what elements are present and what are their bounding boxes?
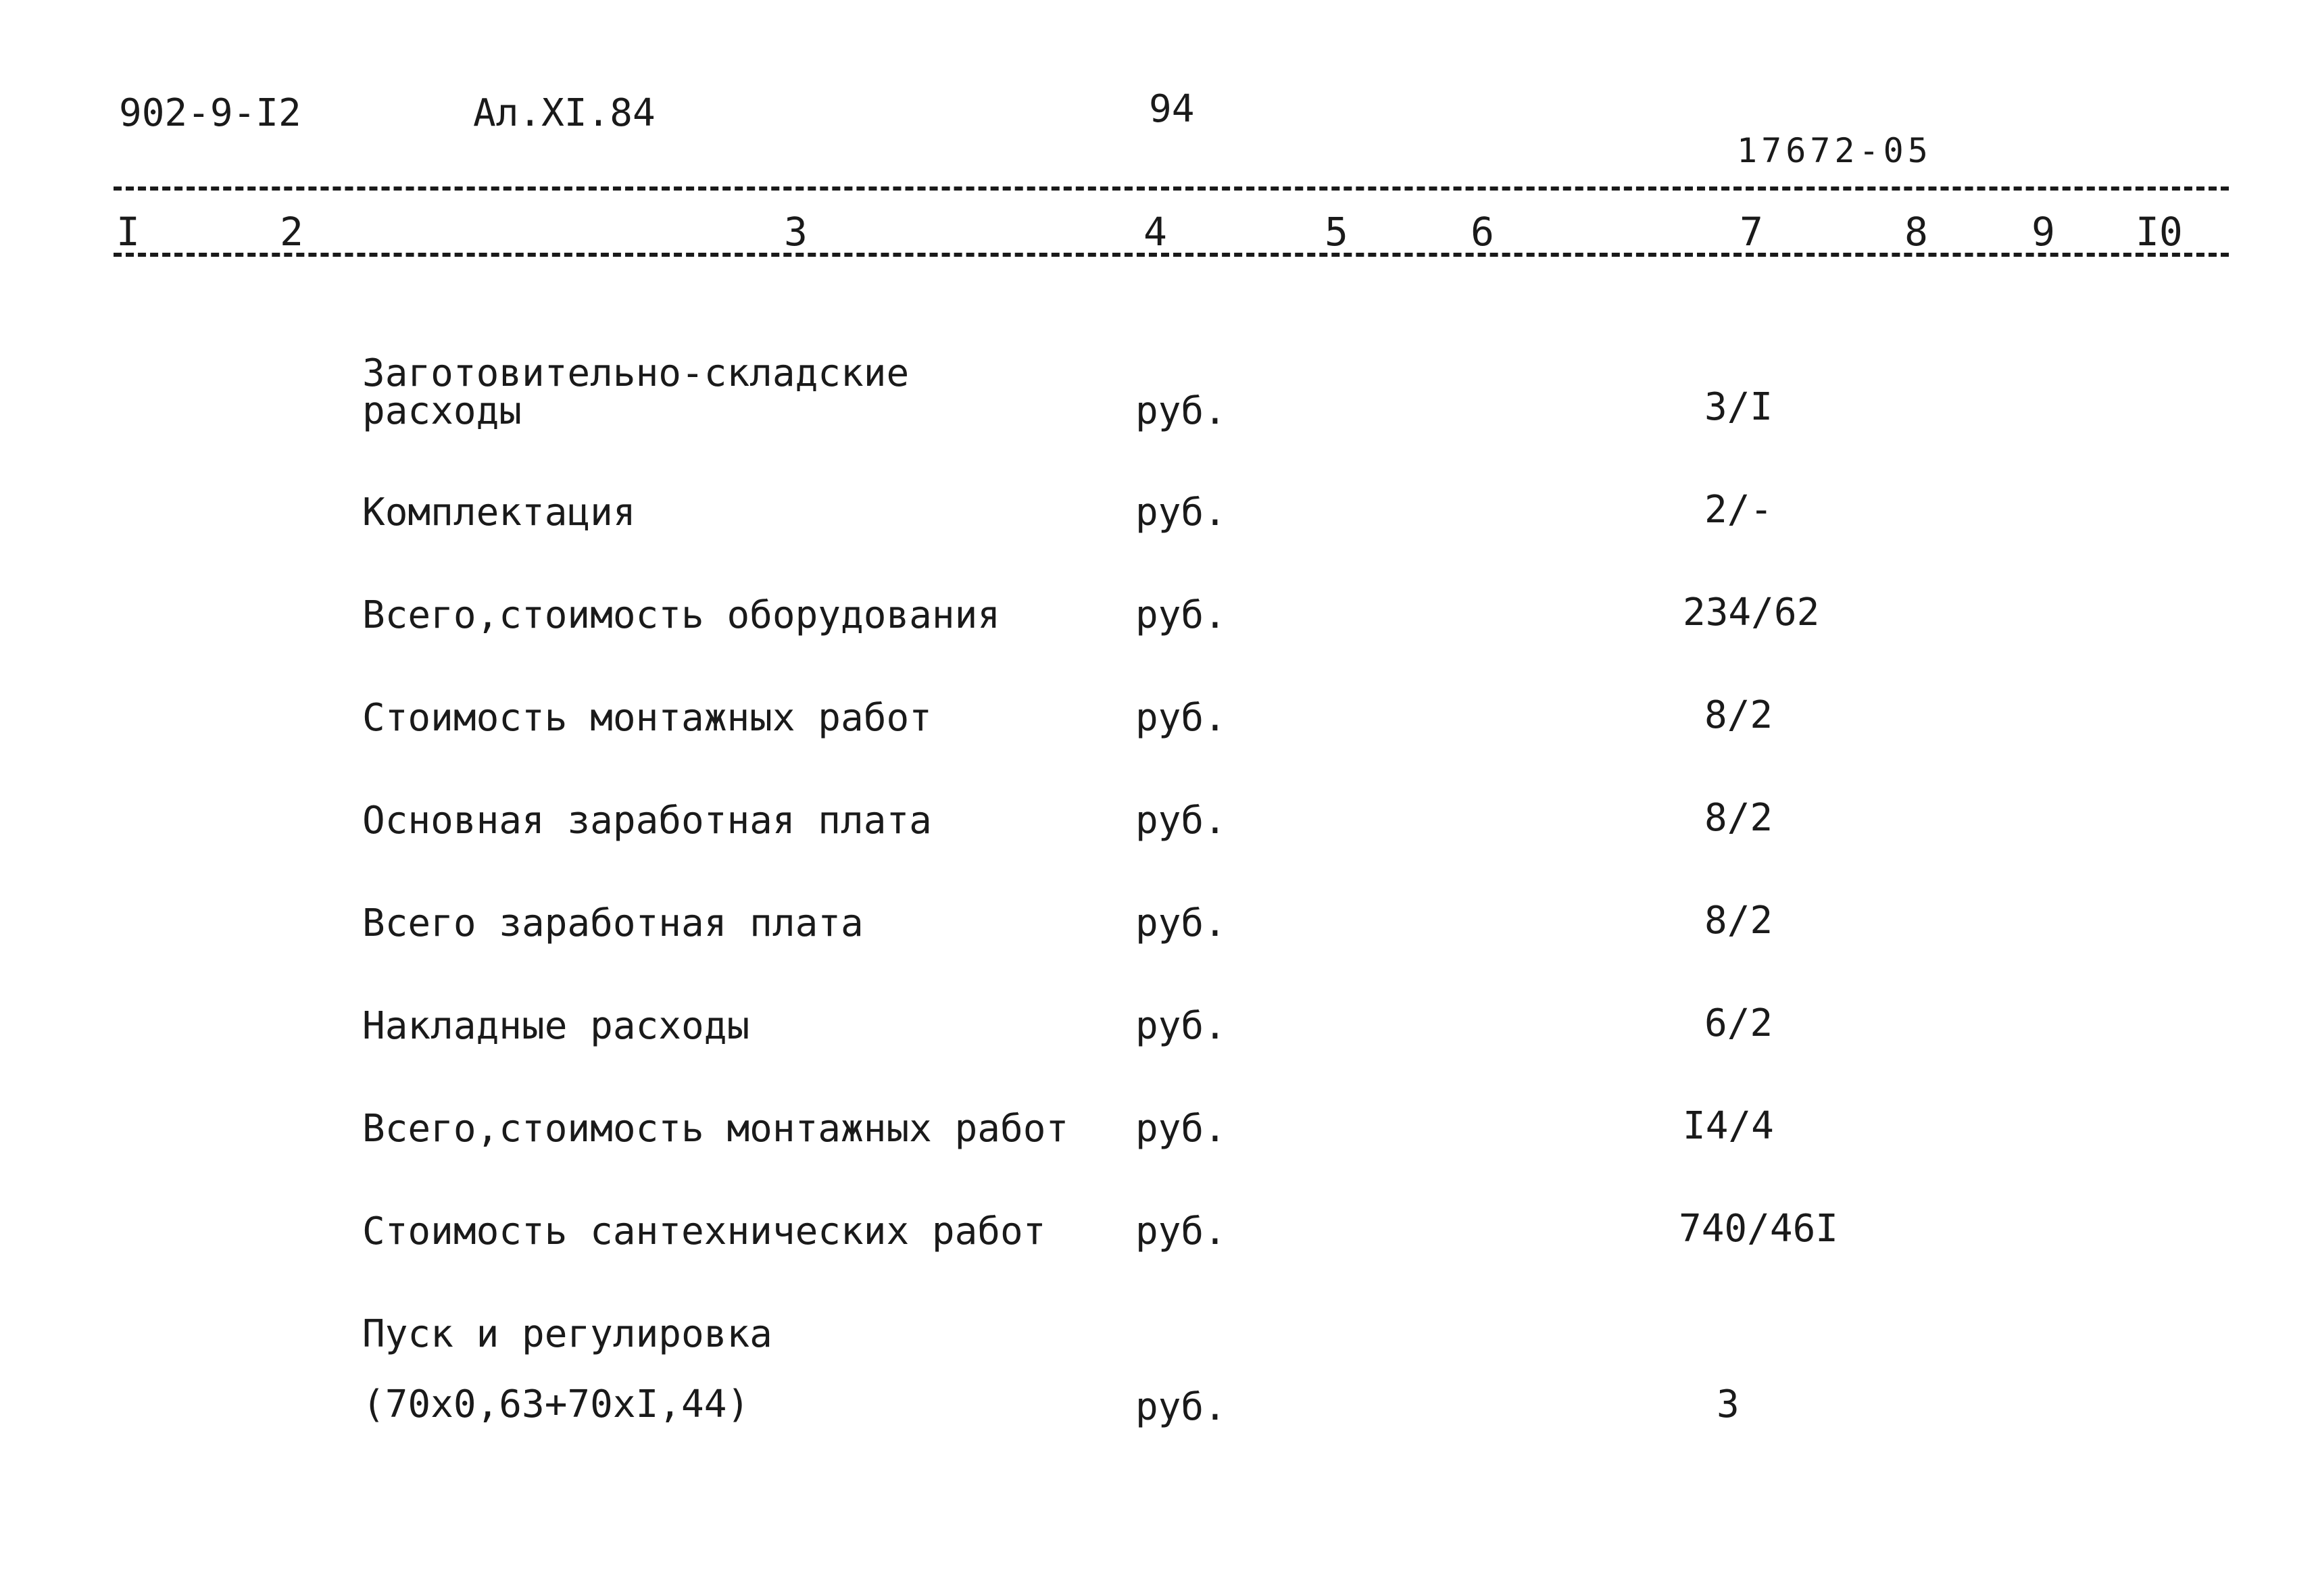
row-value: 234/62	[1683, 591, 1820, 634]
column-number-9: 9	[2031, 209, 2055, 255]
row-unit: руб.	[1135, 491, 1227, 534]
row-label-line1: Пуск и регулировка	[362, 1312, 772, 1356]
row-label: Всего,стоимость оборудования	[362, 593, 1001, 637]
row-unit: руб.	[1135, 1210, 1227, 1253]
row-value: 2/-	[1704, 488, 1773, 532]
row-unit: руб.	[1135, 593, 1227, 637]
column-number-5: 5	[1325, 209, 1348, 255]
row-value: 8/2	[1704, 796, 1773, 840]
row-value: 3/I	[1704, 385, 1773, 429]
row-unit: руб.	[1135, 1385, 1227, 1429]
row-label-line2: расходы	[362, 389, 522, 433]
row-value: 3	[1717, 1382, 1740, 1426]
row-unit: руб.	[1135, 389, 1227, 433]
column-number-2: 2	[280, 209, 303, 255]
document-number: 17672-05	[1737, 131, 1932, 170]
row-label: Стоимость сантехнических работ	[362, 1210, 1046, 1253]
column-number-10: I0	[2136, 209, 2183, 255]
row-value: 8/2	[1704, 899, 1773, 943]
page-number: 94	[1149, 87, 1195, 131]
column-number-6: 6	[1471, 209, 1494, 255]
row-value: 8/2	[1704, 693, 1773, 737]
row-label-line1: Заготовительно-складские	[362, 351, 910, 395]
dashed-rule-bottom	[114, 253, 2229, 257]
row-value: 740/46I	[1679, 1207, 1839, 1251]
document-code: 902-9-I2	[119, 91, 301, 135]
row-label-line2: (70x0,63+70xI,44)	[362, 1382, 750, 1426]
column-number-1: I	[116, 209, 140, 255]
column-number-8: 8	[1904, 209, 1928, 255]
row-label: Всего заработная плата	[362, 901, 864, 945]
row-label: Накладные расходы	[362, 1004, 750, 1048]
row-unit: руб.	[1135, 901, 1227, 945]
row-value: I4/4	[1683, 1104, 1774, 1148]
row-label: Основная заработная плата	[362, 799, 932, 843]
row-unit: руб.	[1135, 1004, 1227, 1048]
row-unit: руб.	[1135, 799, 1227, 843]
row-value: 6/2	[1704, 1001, 1773, 1045]
row-label: Стоимость монтажных работ	[362, 696, 932, 740]
row-unit: руб.	[1135, 696, 1227, 740]
column-number-7: 7	[1740, 209, 1763, 255]
row-label: Всего,стоимость монтажных работ	[362, 1107, 1069, 1151]
column-number-3: 3	[784, 209, 808, 255]
row-unit: руб.	[1135, 1107, 1227, 1151]
sheet-reference: Ал.XI.84	[473, 91, 656, 135]
dashed-rule-top	[114, 186, 2229, 191]
column-number-4: 4	[1143, 209, 1167, 255]
row-label: Комплектация	[362, 491, 636, 534]
